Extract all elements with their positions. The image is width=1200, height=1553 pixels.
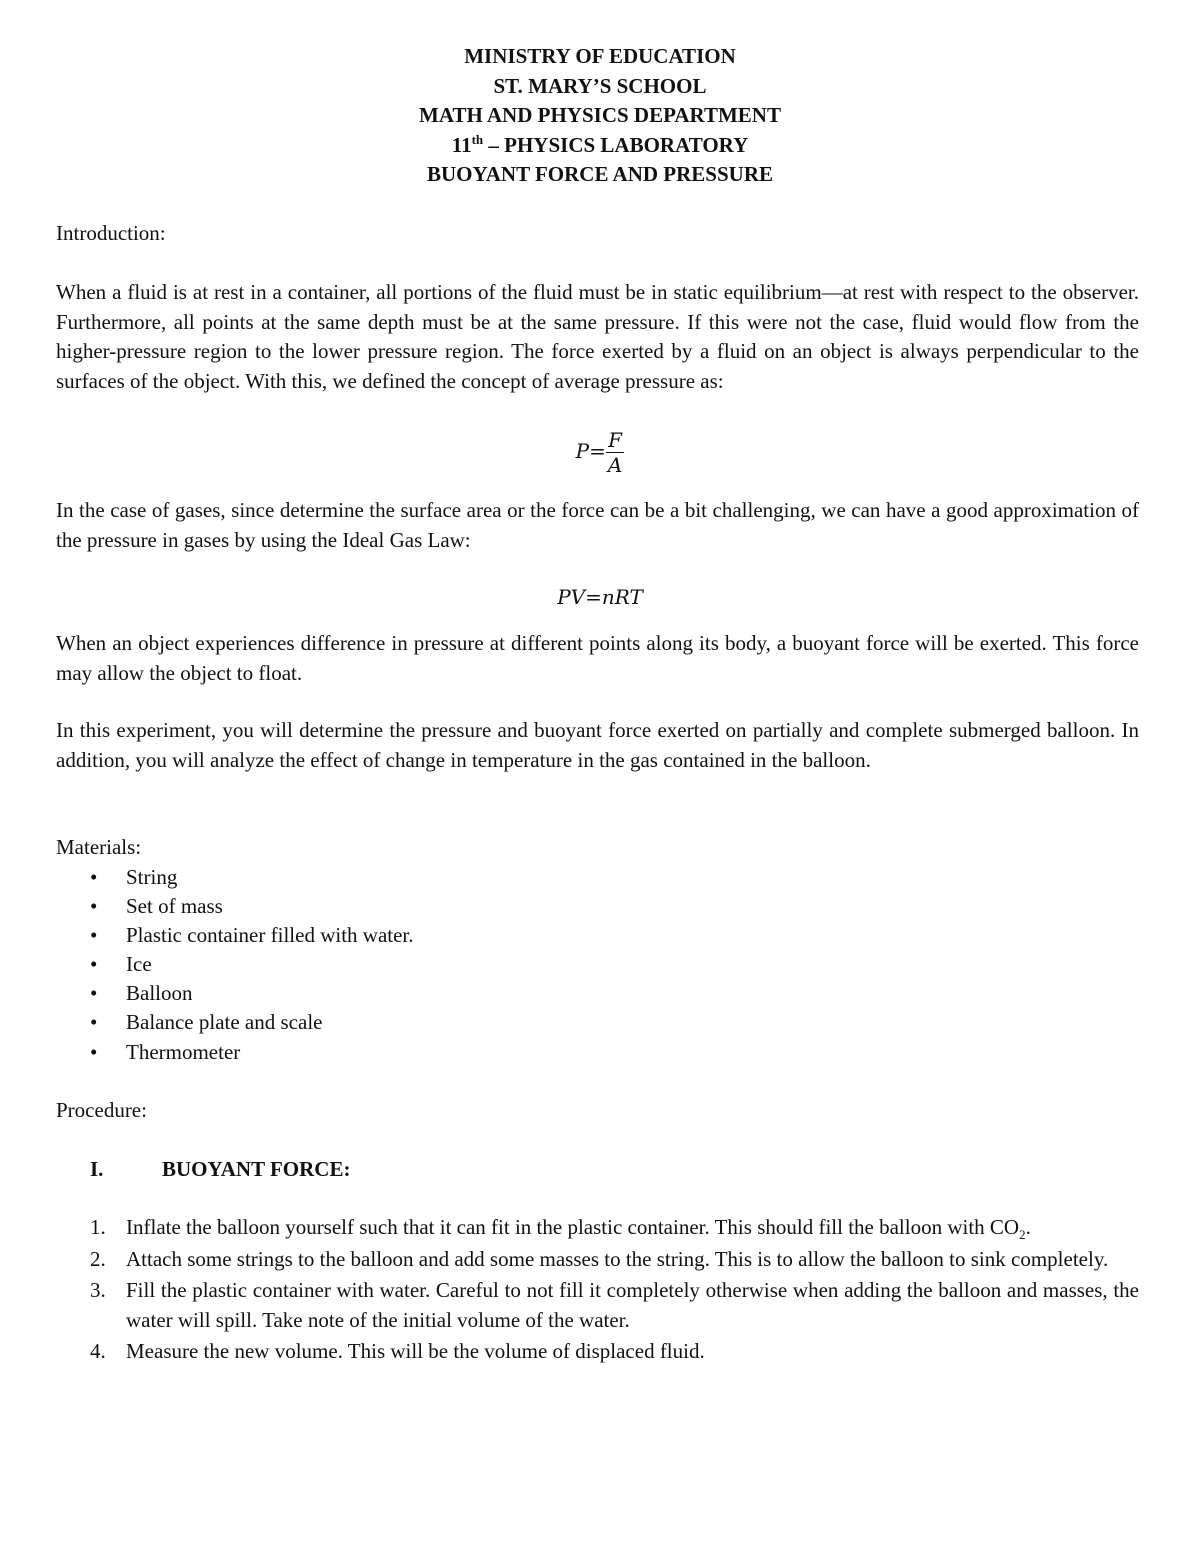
fraction [606, 428, 624, 477]
bullet-icon: • [90, 981, 98, 1006]
subscript: 2 [1019, 1227, 1026, 1243]
list-item [56, 979, 1139, 1008]
material-label: Ice [126, 952, 152, 977]
step-number: 1. [90, 1215, 106, 1239]
document-header [0, 42, 1200, 190]
step-text: Measure the new volume. This will be the volume of displaced fluid. [126, 1339, 705, 1363]
steps-list [56, 1213, 1139, 1367]
ministry-title: MINISTRY OF EDUCATION [464, 44, 736, 68]
material-label: String [126, 864, 178, 889]
section-title: BUOYANT FORCE: [162, 1157, 351, 1181]
list-item [56, 1245, 1139, 1275]
bullet-icon: • [90, 952, 98, 977]
step-number: 2. [90, 1246, 106, 1271]
list-item [56, 1008, 1139, 1037]
lab-title [0, 131, 1200, 161]
materials-section [56, 833, 1139, 1067]
step-number: 4. [90, 1339, 106, 1363]
ideal-gas-equation: PV=nRT [557, 585, 643, 609]
material-label: Plastic container filled with water. [126, 922, 414, 947]
step-number: 3. [90, 1278, 106, 1302]
equation-lhs: P= [575, 439, 606, 463]
bullet-icon: • [90, 1010, 98, 1035]
materials-list [56, 863, 1139, 1067]
experiment-title: BUOYANT FORCE AND PRESSURE [427, 162, 773, 186]
material-label: Balloon [126, 981, 193, 1006]
procedure-heading: Procedure: [56, 1098, 147, 1122]
step-body: Inflate the balloon yourself such that it can fit in the plastic container. This should fill the balloon with CO [126, 1215, 1020, 1239]
bullet-icon: • [90, 893, 98, 918]
section-number: I. [90, 1157, 104, 1181]
bullet-icon: • [90, 864, 98, 889]
material-label: Set of mass [126, 893, 223, 918]
step-text [126, 1213, 1139, 1243]
lab-name: – PHYSICS LABORATORY [483, 132, 749, 157]
bullet-icon: • [90, 922, 98, 947]
materials-heading: Materials: [56, 835, 142, 859]
list-item [56, 892, 1139, 921]
list-item [56, 950, 1139, 979]
step-tail: . [1025, 1215, 1031, 1239]
intro-paragraph-3: When an object experiences difference in pressure at different points along its body, a buoyant force will be exerted. This force may allow the object to float. [56, 631, 1139, 685]
list-item [56, 1213, 1139, 1243]
introduction-heading: Introduction: [56, 221, 166, 245]
grade-suffix: th [471, 131, 484, 147]
fraction-numerator: F [608, 428, 623, 452]
procedure-steps [56, 1213, 1139, 1369]
material-label: Thermometer [126, 1039, 241, 1064]
intro-paragraph-2: In the case of gases, since determine the surface area or the force can be a bit challenging, we can have a good approximation of the pressure in gases by using the Ideal Gas Law: [56, 498, 1139, 552]
step-text: Fill the plastic container with water. Careful to not fill it completely otherwise when adding the balloon and masses, the water will spill. Take note of the initial volume of the water. [126, 1278, 1139, 1332]
grade-number: 11 [451, 132, 472, 157]
list-item [56, 863, 1139, 892]
step-text: Attach some strings to the balloon and add some masses to the string. This is to allow the balloon to sink completely. [126, 1246, 1109, 1271]
school-name: ST. MARY’S SCHOOL [493, 73, 707, 98]
list-item [56, 1276, 1139, 1335]
fraction-denominator: A [607, 453, 623, 477]
list-item [56, 1337, 1139, 1367]
intro-paragraph-4: In this experiment, you will determine the pressure and buoyant force exerted on partially and complete submerged balloon. In addition, you will analyze the effect of change in temperature in the gas contained in the balloon. [56, 718, 1139, 772]
material-label: Balance plate and scale [126, 1010, 323, 1035]
bullet-icon: • [90, 1039, 98, 1064]
intro-paragraph-1: When a fluid is at rest in a container, all portions of the fluid must be in static equilibrium—at rest with respect to the observer. Furthermore, all points at the same depth must be at the same pressure. If this were not the case, fluid would flow from the higher-pressure region to the lower pressure region. The force exerted by a fluid on an object is always perpendicular to the surfaces of the object. With this, we defined the concept of average pressure as: [56, 280, 1139, 393]
section-heading [90, 1155, 350, 1185]
list-item [56, 1038, 1139, 1067]
pressure-equation [0, 428, 1200, 477]
department-name: MATH AND PHYSICS DEPARTMENT [419, 103, 781, 127]
list-item [56, 921, 1139, 950]
